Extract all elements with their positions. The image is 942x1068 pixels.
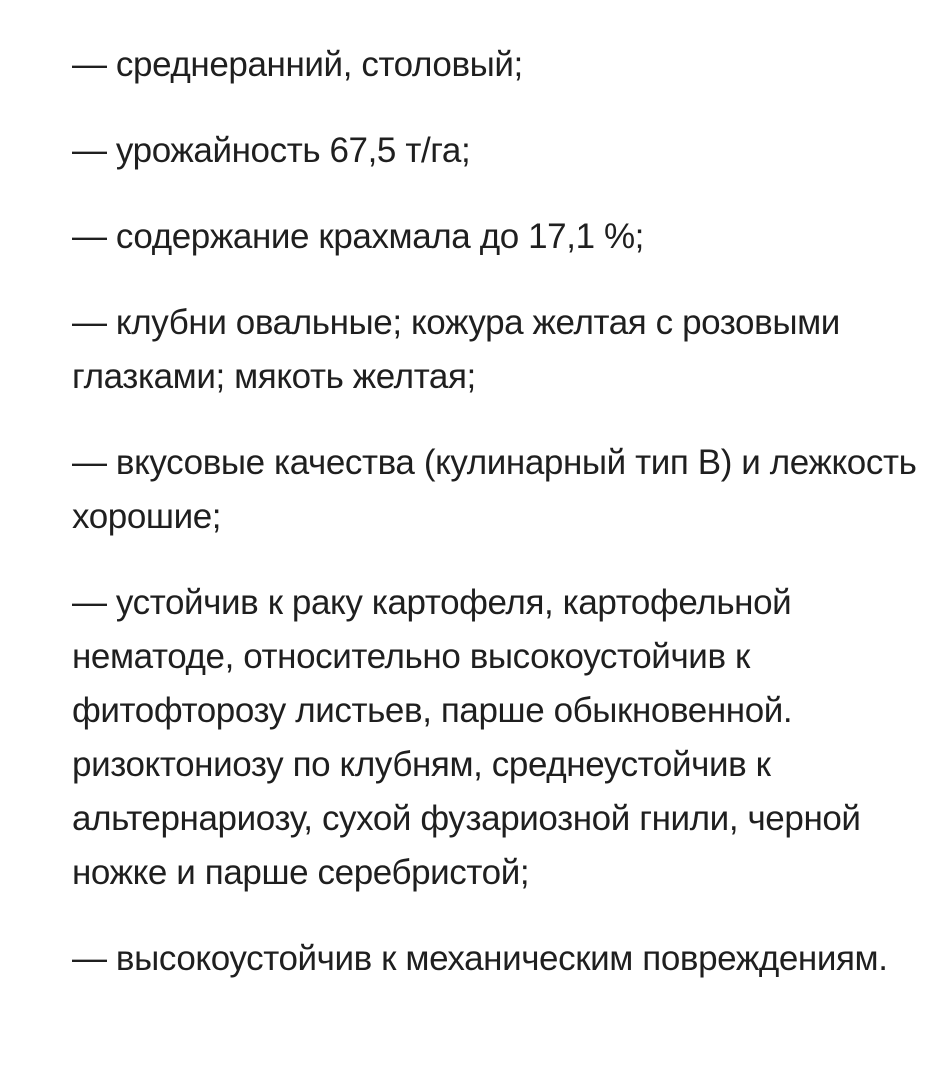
list-item-disease-resistance: — устойчив к раку картофеля, картофельной нематоде, относительно высокоустойчив к фитофторозу листьев, парше обыкновенной. ризоктониозу по клубням, среднеустойчив к альтернариозу, сухой фузариозной гнили, черной ножке и парше серебристой; <box>72 583 861 892</box>
list-item-damage-resistance: — высокоустойчив к механическим повреждениям. <box>72 939 888 978</box>
list-item-tuber-description: — клубни овальные; кожура желтая с розовыми глазками; мякоть желтая; <box>72 303 840 396</box>
list-item-yield: — урожайность 67,5 т/га; <box>72 131 471 170</box>
variety-characteristics-list <box>72 38 938 986</box>
list-item-maturity: — среднеранний, столовый; <box>72 45 523 84</box>
list-item-starch-content: — содержание крахмала до 17,1 %; <box>72 217 644 256</box>
list-item-taste-quality: — вкусовые качества (кулинарный тип В) и лежкость хорошие; <box>72 443 917 536</box>
